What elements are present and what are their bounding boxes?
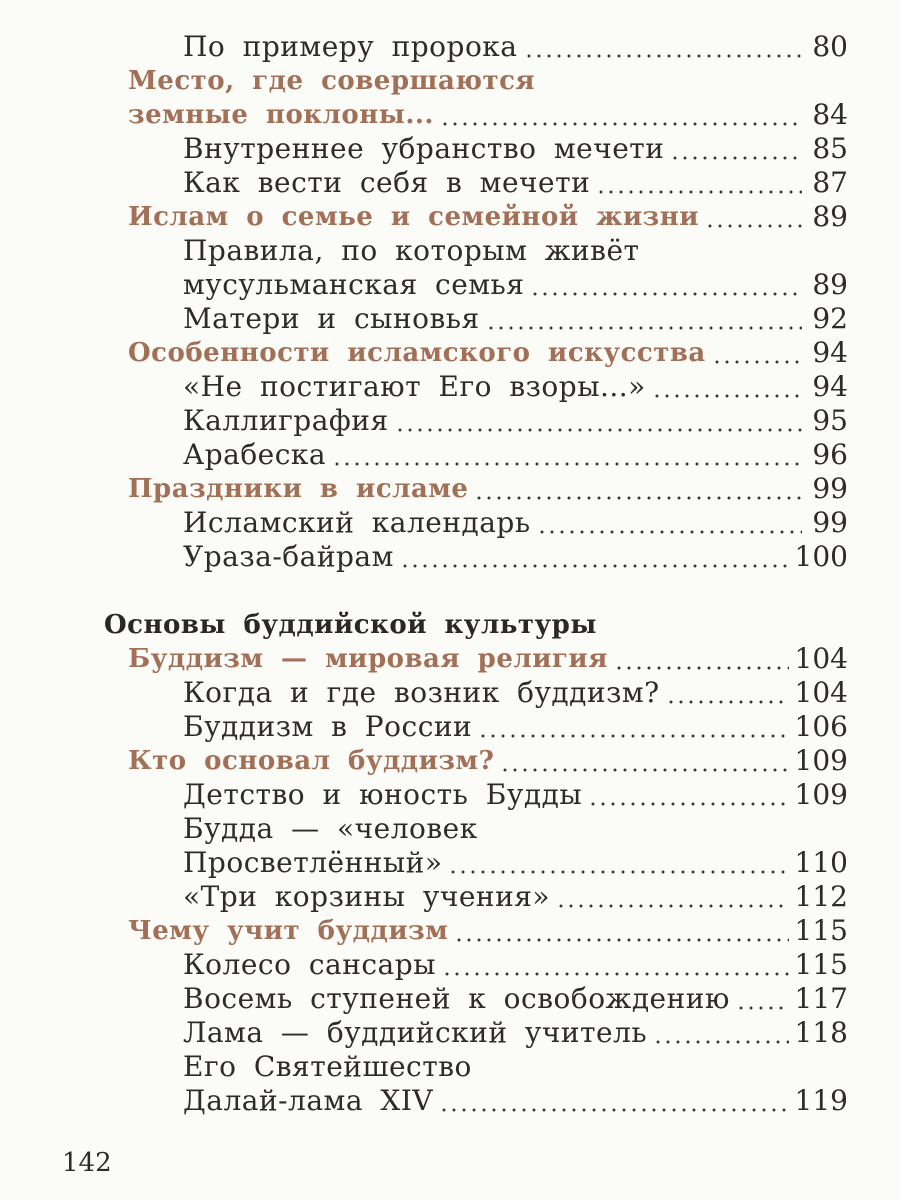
toc-entry-sec [128, 98, 848, 132]
toc-entry-title: Буддизм в России [183, 710, 473, 743]
toc-entry-page: 115 [794, 914, 848, 947]
toc-entry-sub [183, 880, 848, 914]
toc-entry-page: 95 [812, 404, 848, 437]
toc-entry-title: Ислам о семье и семейной жизни [128, 202, 700, 232]
toc-entry-sec [128, 744, 848, 778]
toc-entry-title: Внутреннее убранство мечети [183, 132, 665, 165]
toc-entry-title: Далай-лама XIV [183, 1084, 434, 1117]
toc-entry-page: 119 [794, 1084, 848, 1117]
dot-leader [332, 438, 802, 472]
toc-entry-title: «Три корзины учения» [183, 880, 551, 913]
dot-leader [400, 540, 789, 574]
dot-leader [395, 404, 802, 438]
toc-entry-sub [183, 982, 848, 1016]
dot-leader [474, 472, 802, 506]
toc-entry-sub [183, 268, 848, 302]
toc-entry-title: Особенности исламского искусства [128, 338, 706, 368]
dot-leader [454, 914, 788, 948]
toc-entry-title: Арабеска [183, 438, 327, 471]
toc-entry-page: 104 [794, 676, 848, 709]
toc-entry-page: 85 [812, 132, 848, 165]
toc-entry-sec [128, 336, 848, 370]
dot-leader [652, 370, 802, 404]
toc-entry-title: Детство и юность Будды [183, 778, 583, 811]
toc-entry-title: земные поклоны... [128, 100, 434, 130]
toc-entry-title: Кто основал буддизм? [128, 746, 495, 776]
toc-entry-title: Ураза-байрам [183, 540, 394, 573]
toc-entry-page: 84 [812, 98, 848, 131]
dot-leader [442, 948, 789, 982]
dot-leader [666, 676, 789, 710]
toc-entry-sub [183, 1016, 848, 1050]
toc-entry-sub [183, 846, 848, 880]
toc-entry-page: 104 [794, 642, 848, 675]
dot-leader [614, 642, 789, 676]
toc-entry-title: Его Святейшество [183, 1050, 472, 1083]
toc-entry-sub [183, 1050, 848, 1084]
toc-entry-sub [183, 132, 848, 166]
toc-entry-title: Будда — «человек [183, 812, 478, 845]
dot-leader [439, 1084, 788, 1118]
toc-entry-title: Просветлённый» [183, 846, 443, 879]
toc-entry-title: мусульманская семья [183, 268, 525, 301]
dot-leader [653, 1016, 788, 1050]
toc-entry-title: Праздники в исламе [128, 474, 469, 504]
toc-entry-title: Чему учит буддизм [128, 916, 449, 946]
toc-entry-sub [183, 540, 848, 574]
toc-entry-page: 92 [812, 302, 848, 335]
toc-entry-sec [128, 64, 848, 98]
toc-entry-sub [183, 302, 848, 336]
toc-entry-page: 99 [812, 506, 848, 539]
dot-leader [448, 846, 788, 880]
toc-entry-sub [183, 710, 848, 744]
toc-entry-page: 115 [794, 948, 848, 981]
toc-entry-sub [183, 676, 848, 710]
toc-entry-page: 87 [812, 166, 848, 199]
toc-entry-sub [183, 438, 848, 472]
dot-leader [486, 302, 802, 336]
toc-entry-page: 118 [794, 1016, 848, 1049]
dot-leader [524, 30, 803, 64]
toc-entry-title: По примеру пророка [183, 30, 518, 63]
toc-entry-title: Когда и где возник буддизм? [183, 676, 660, 709]
toc-entry-page: 112 [794, 880, 848, 913]
dot-leader [500, 744, 788, 778]
toc-entry-page: 109 [794, 744, 848, 777]
toc-entry-page: 80 [812, 30, 848, 63]
toc-entry-title: Лама — буддийский учитель [183, 1016, 648, 1049]
toc-entry-page: 89 [812, 268, 848, 301]
toc-entry-sub [183, 370, 848, 404]
toc-entry-sub [183, 948, 848, 982]
dot-leader [537, 506, 802, 540]
toc-entry-sub [183, 166, 848, 200]
toc-entry-title: Матери и сыновья [183, 302, 480, 335]
dot-leader [712, 336, 802, 370]
toc-entry-sec [128, 200, 848, 234]
toc-entry-sub [183, 30, 848, 64]
toc-entry-title: Исламский календарь [183, 506, 531, 539]
toc-entry-title: Как вести себя в мечети [183, 166, 591, 199]
dot-leader [556, 880, 789, 914]
toc-entry-page: 100 [794, 540, 848, 573]
toc-entry-title: «Не постигают Его взоры...» [183, 370, 646, 403]
page-number: 142 [62, 1148, 112, 1178]
toc-entry-title: Место, где совершаются [128, 66, 536, 96]
toc-entry-sub [183, 812, 848, 846]
toc-entry-title: Колесо сансары [183, 948, 436, 981]
toc-entry-sec [128, 914, 848, 948]
toc-entry-page: 89 [812, 200, 848, 233]
toc-entry-page: 96 [812, 438, 848, 471]
toc-entry-title: Основы буддийской культуры [104, 610, 597, 640]
dot-leader [705, 200, 802, 234]
toc-entry-title: Каллиграфия [183, 404, 389, 437]
toc-entry-page: 99 [812, 472, 848, 505]
toc-entry-page: 94 [812, 370, 848, 403]
toc-entry-page: 106 [794, 710, 848, 743]
dot-leader [596, 166, 802, 200]
toc-entry-page: 117 [794, 982, 848, 1015]
toc-entry-sec [128, 642, 848, 676]
dot-leader [588, 778, 788, 812]
dot-leader [670, 132, 802, 166]
toc-entry-page: 109 [794, 778, 848, 811]
toc-entry-title: Восемь ступеней к освобождению [183, 982, 730, 1015]
toc-entry-page: 94 [812, 336, 848, 369]
dot-leader [736, 982, 789, 1016]
toc-entry-sub [183, 404, 848, 438]
toc-entry-page: 110 [794, 846, 848, 879]
toc-entry-title: Буддизм — мировая религия [128, 644, 608, 674]
toc-entry-part [104, 608, 848, 642]
toc-entry-title: Правила, по которым живёт [183, 234, 640, 267]
dot-leader [440, 98, 802, 132]
toc-entry-sec [128, 472, 848, 506]
toc-entry-sub [183, 778, 848, 812]
toc-entry-sub [183, 234, 848, 268]
toc-entry-sub [183, 506, 848, 540]
dot-leader [530, 268, 802, 302]
toc-entry-sub [183, 1084, 848, 1118]
dot-leader [478, 710, 788, 744]
